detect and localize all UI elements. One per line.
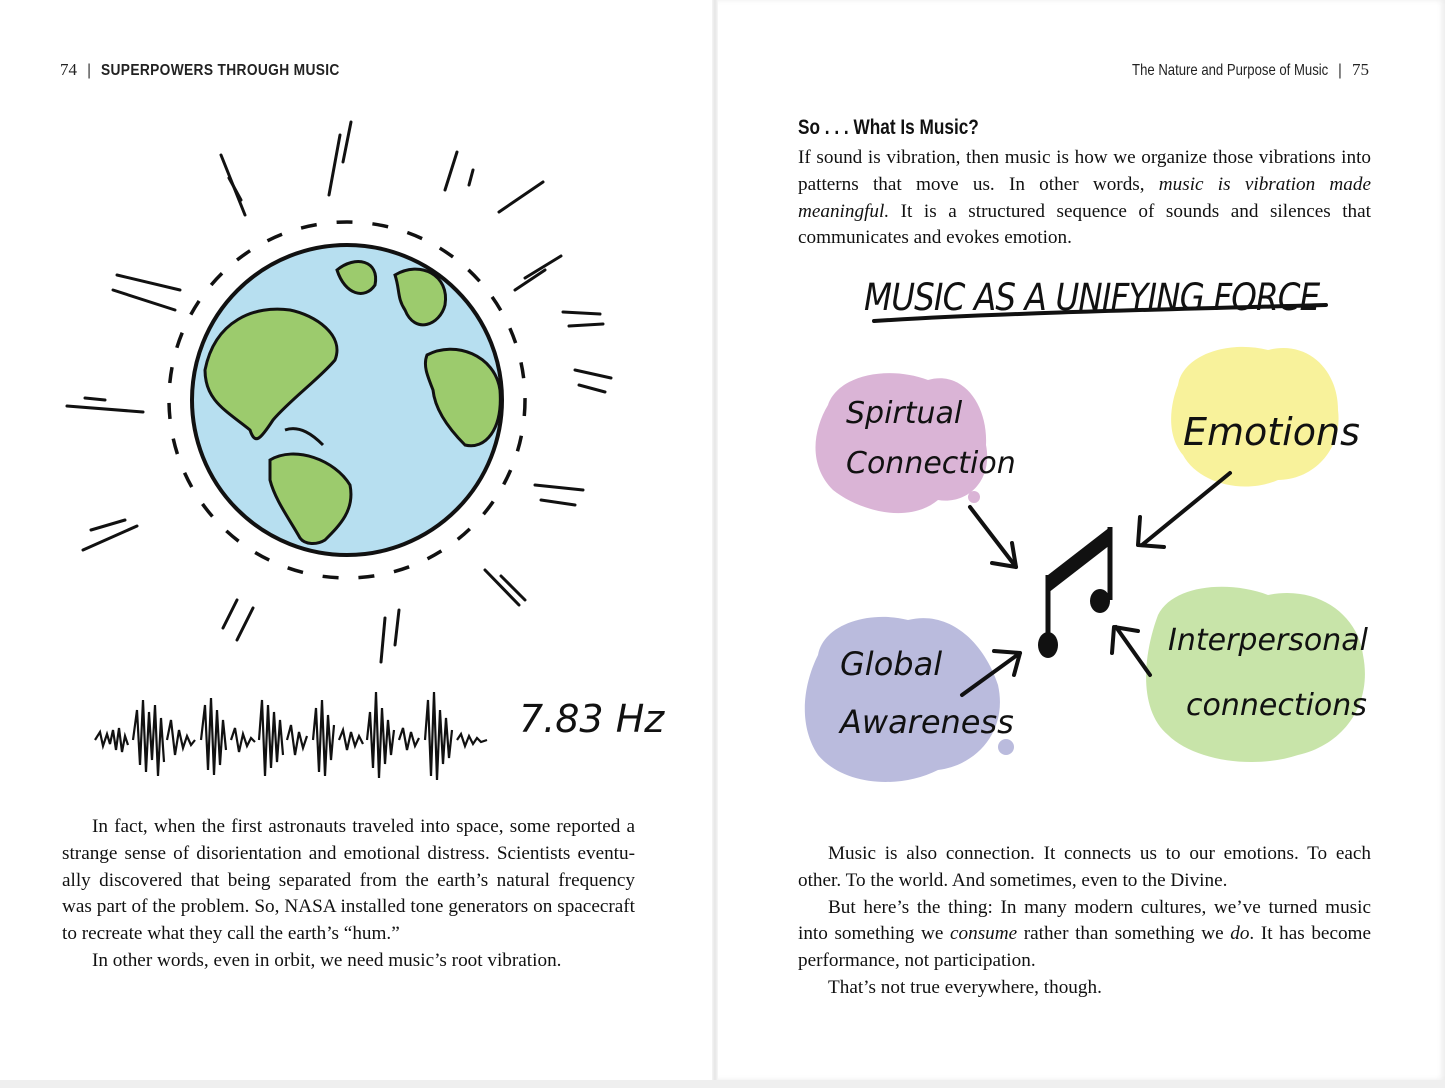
intro-paragraph [798,145,1371,252]
music-note-icon [1038,527,1110,658]
left-running-head: 74 | SUPERPOWERS THROUGH MUSIC [60,60,340,79]
unifying-force-diagram [798,255,1378,800]
diagram-title: MUSIC AS A UNIFYING FORCE [864,277,1320,320]
paragraph: That’s not true everywhere, though. [828,976,1102,998]
spiritual-label-line1: Spirtual [846,396,963,431]
paragraph: Music is also connection. It connects us to our emotions. To each other. To the world. And sometimes, even to the Divine. [798,843,1371,891]
global-label-line1: Global [840,645,943,683]
emotions-label: Emotions [1183,410,1360,454]
interpersonal-label-line2: connections [1186,688,1367,723]
emphasis-consume: consume [949,923,1018,945]
spiritual-label-line2: Connection [846,446,1016,481]
paragraph: In other words, even in orbit, we need music’s root vibration. [92,949,562,971]
sound-waveform [95,692,487,780]
page-number-right: 75 [1352,60,1369,79]
paragraph-text: But here’s the thing: In many modern cultures, we’ve turned music into something we [798,896,1371,945]
intro-emphasis: music is vibration made meaningful. [798,173,1371,222]
section-heading: So . . . What Is Music? [798,116,979,139]
chapter-title: The Nature and Purpose of Music [1131,62,1328,79]
left-body-text [62,814,635,975]
book-gutter [712,0,718,1080]
right-body-text [798,841,1371,1002]
intro-text: It is a structured sequence of sounds and silences that communicates and evokes emotion. [798,200,1371,249]
emphasis-do: do [1230,923,1250,945]
paragraph [798,895,1371,975]
globe [192,245,502,555]
earth-illustration [55,100,665,790]
global-label-line2: Awareness [840,703,1014,741]
book-title: SUPERPOWERS THROUGH MUSIC [101,62,340,79]
frequency-label: 7.83 Hz [519,697,665,741]
interpersonal-label-line1: Interpersonal [1168,623,1368,658]
right-running-head: The Nature and Purpose of Music | 75 [1131,60,1369,79]
paragraph-text: . It has become performance, not participation. [798,923,1371,972]
page-number-left: 74 [60,60,77,79]
global-blob [805,617,1000,782]
paragraph: In fact, when the first astronauts traveled into space, some reported a strange sense of disorientation and emotional distress. Scientists eventually discovered that being separated from the earth’s natural frequency was part of the problem. So, NASA installed tone generators on spacecraft to recreate what they call the earth’s “hum.” [62,816,635,945]
intro-text: If sound is vibration, then music is how we organize those vibrations into patterns that move us. In other words, [798,147,1371,195]
paragraph-text: rather than something we [1017,923,1231,945]
spiritual-blob [816,373,988,513]
interpersonal-blob [1146,587,1365,762]
